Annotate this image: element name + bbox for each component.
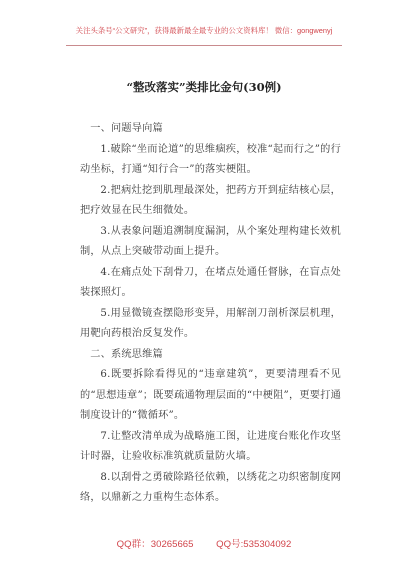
paragraph: 4.在痛点处下刮骨刀，在堵点处通任督脉，在盲点处装探照灯。 (80, 266, 341, 298)
paragraph: 1.破除“坐而论道”的思维痼疾，校准“起而行之”的行动坐标，打通“知行合一”的落实梗阻。 (80, 143, 341, 175)
paragraph: 2.把病灶挖到肌理最深处，把药方开到症结核心层，把疗效显在民生细微处。 (80, 184, 341, 216)
section-heading: 一、问题导向篇 (90, 123, 163, 134)
paragraph: 3.从表象问题追溯制度漏洞，从个案处理构建长效机制，从点上突破带动面上提升。 (80, 225, 341, 257)
paragraph: 6.既要拆除看得见的“违章建筑”，更要清理看不见的“思想违章”；既要疏通物理层面的“中梗阻”，更要打通制度设计的“微循环”。 (80, 369, 341, 421)
footer-contact (0, 536, 408, 550)
footer-qq-group: QQ群：30265665 (116, 539, 194, 550)
document-body (80, 119, 341, 509)
section-heading: 二、系统思维篇 (90, 348, 163, 360)
paragraph: 8.以刮骨之勇破除路径依赖，以绣花之功织密制度网络，以鼎新之力重构生态体系。 (80, 471, 341, 503)
paragraph: 7.让整改清单成为战略施工图，让进度台账化作攻坚计时器，让验收标准筑就质量防火墙。 (80, 430, 341, 462)
header-divider (66, 45, 342, 46)
footer-qq-number: QQ号:535304092 (216, 539, 292, 550)
document-title: “整改落实”类排比金句(30例) (126, 80, 282, 94)
paragraph: 5.用显微镜查摆隐形变异，用解剖刀剖析深层机理，用靶向药根治反复发作。 (80, 307, 341, 339)
header-note: 关注头条号“公文研究”，获得最新最全最专业的公文资料库！ 微信：gongwenyj (75, 26, 333, 35)
